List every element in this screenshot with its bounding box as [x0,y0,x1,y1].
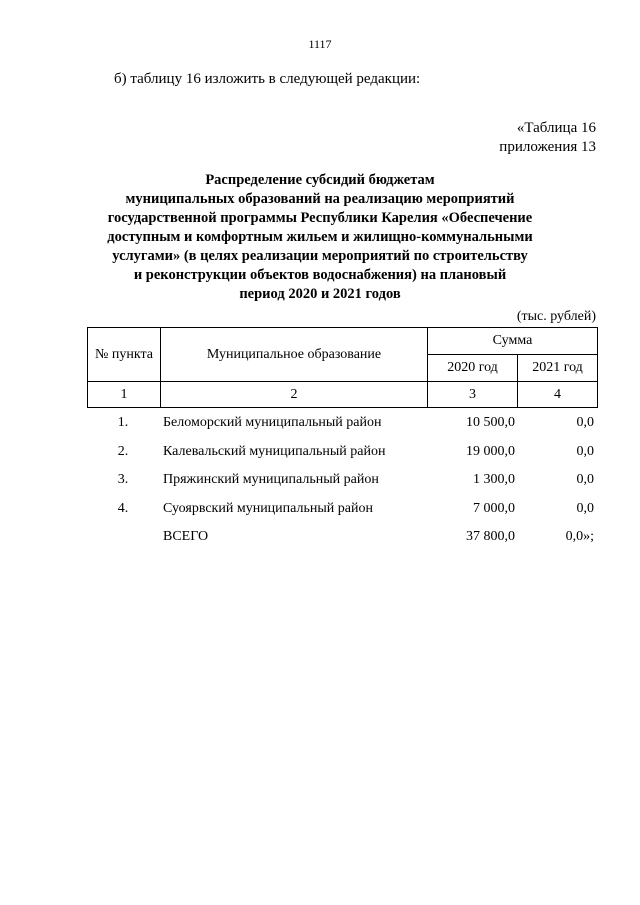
row-value-2021: 0,0 [576,500,594,516]
total-value-2020: 37 800,0 [466,529,515,544]
document-title [80,171,560,304]
row-value-2021: 0,0 [576,415,594,430]
title-line: и реконструкции объектов водоснабжения) на плановый [133,267,507,283]
column-number: 2 [161,382,428,408]
column-number: 4 [518,382,598,408]
table-body [87,415,596,558]
row-number: 4. [117,500,129,516]
row-value-2020: 10 500,0 [466,415,515,430]
table-reference [499,119,596,157]
row-value-2020: 1 300,0 [473,472,515,487]
row-value-2021: 0,0 [576,472,594,487]
row-value-2021: 0,0 [576,443,594,459]
title-line: услугами» (в целях реализации мероприятий по строительству [112,248,528,264]
row-number: 1. [117,415,129,430]
page-number: 1117 [308,37,332,51]
title-line: период 2020 и 2021 годов [239,286,401,302]
unit-label: (тыс. рублей) [516,309,596,324]
title-line: Распределение субсидий бюджетам [205,172,435,188]
table-row [87,415,596,444]
row-number: 3. [117,472,129,487]
total-value-2021: 0,0»; [565,529,594,544]
header-year-2021: 2021 год [518,355,598,382]
row-municipality: Пряжинский муниципальный район [163,472,379,487]
row-municipality: Беломорский муниципальный район [163,415,382,430]
header-sum: Сумма [428,328,598,355]
row-value-2020: 19 000,0 [466,443,515,459]
row-number: 2. [117,443,129,459]
row-value-2020: 7 000,0 [473,500,515,516]
total-label: ВСЕГО [163,529,209,544]
title-line: муниципальных образований на реализацию мероприятий [125,191,515,207]
header-year-2020: 2020 год [428,355,518,382]
table-ref-line-2: приложения 13 [499,139,596,155]
row-municipality: Суоярвский муниципальный район [163,500,373,516]
table-row [87,444,596,473]
table-total-row [87,529,596,558]
column-number: 1 [88,382,161,408]
title-line: государственной программы Республики Карелия «Обеспечение [107,210,533,226]
header-num: № пункта [88,328,161,382]
header-municipality: Муниципальное образование [161,328,428,382]
table-ref-line-1: «Таблица 16 [516,120,596,136]
table-header [87,327,598,408]
intro-text: б) таблицу 16 изложить в следующей редакции: [114,71,421,87]
column-number: 3 [428,382,518,408]
table-row [87,501,596,530]
row-municipality: Калевальский муниципальный район [163,443,386,459]
title-line: доступным и комфортным жильем и жилищно-коммунальными [107,229,533,245]
table-row [87,472,596,501]
